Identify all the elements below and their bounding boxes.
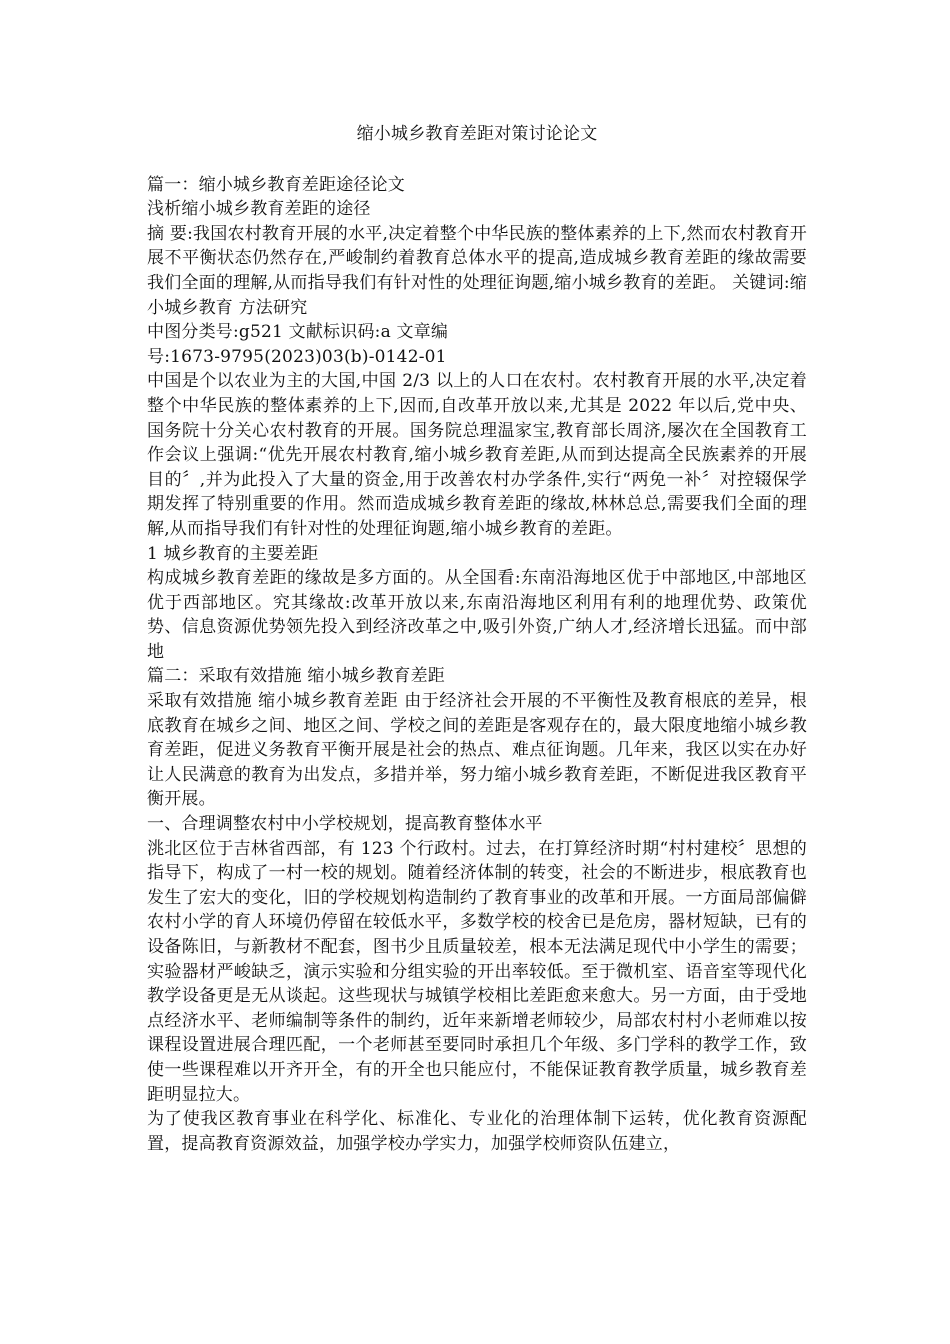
abstract-paragraph: 摘 要:我国农村教育开展的水平,决定着整个中华民族的整体素养的上下,然而农村教育开展不平衡状态仍然存在,严峻制约着教育总体水平的提高,造成城乡教育差距的缘故需要我们全面的理解,从而指导我们有针对性的处理征询题,缩小城乡教育的差距。 关键词:缩小城乡教育 方法研究 xyxy=(147,223,807,318)
document-page xyxy=(147,122,807,1156)
reform-paragraph: 为了使我区教育事业在科学化、标准化、专业化的治理体制下运转，优化教育资源配置，提高教育资源效益，加强学校办学实力，加强学校师资队伍建立， xyxy=(147,1109,807,1154)
regional-gap-paragraph: 构成城乡教育差距的缘故是多方面的。从全国看:东南沿海地区优于中部地区,中部地区优于西部地区。究其缘故:改革开放以来,东南沿海地区利用有利的地理优势、政策优势、信息资源优势领先投入到经济改革之中,吸引外资,广纳人才,经济增长迅猛。而中部地 xyxy=(147,568,807,662)
classification-line: 中图分类号:g521 文献标识码:a 文章编 xyxy=(147,322,449,343)
taobei-paragraph: 洮北区位于吉林省西部，有 123 个行政村。过去，在打算经济时期“村村建校〞思想的指导下，构成了一村一校的规划。随着经济体制的转变，社会的不断进步，根底教育也发生了宏大的变化，旧的学校规划构造制约了教育事业的改革和开展。一方面局部偏僻农村小学的育人环境仍停留在较低水平，多数学校的校舍已是危房，器材短缺，已有的设备陈旧，与新教材不配套，图书少且质量较差，根本无法满足现代中小学生的需要；实验器材严峻缺乏，演示实验和分组实验的开出率较低。至于微机室、语音室等现代化教学设备更是无从谈起。这些现状与城镇学校相比差距愈来愈大。另一方面，由于受地点经济水平、老师编制等条件的制约，近年来新增老师较少，局部农村村小老师难以按课程设置进展合理匹配，一个老师甚至要同时承担几个年级、多门学科的教学工作，致使一些课程难以开齐开全，有的开全也只能应付，不能保证教育教学质量，城乡教育差距明显拉大。 xyxy=(147,838,807,1105)
section-heading-1: 篇一：缩小城乡教育差距途径论文 xyxy=(147,174,405,195)
document-title: 缩小城乡教育差距对策讨论论文 xyxy=(356,124,598,144)
article-number-line: 号:1673-9795(2023)03(b)-0142-01 xyxy=(147,346,447,367)
section-heading-2: 篇二：采取有效措施 缩小城乡教育差距 xyxy=(147,666,446,687)
section-heading-2-1: 一、合理调整农村中小学校规划，提高教育整体水平 xyxy=(147,814,543,835)
document-body xyxy=(147,173,807,1157)
measures-intro-paragraph: 采取有效措施 缩小城乡教育差距 由于经济社会开展的不平衡性及教育根底的差异，根底教育在城乡之间、地区之间、学校之间的差距是客观存在的，最大限度地缩小城乡教育差距，促进义务教育平衡开展是社会的热点、难点征询题。几年来，我区以实在办好让人民满意的教育为出发点，多措并举，努力缩小城乡教育差距，不断促进我区教育平衡开展。 xyxy=(147,691,807,810)
article-title: 浅析缩小城乡教育差距的途径 xyxy=(147,199,371,220)
section-heading-1-1: 1 城乡教育的主要差距 xyxy=(147,543,319,564)
intro-paragraph: 中国是个以农业为主的大国,中国 2/3 以上的人口在农村。农村教育开展的水平,决定着整个中华民族的整体素养的上下,因而,自改革开放以来,尤其是 2022 年以后,党中央、国务院十分关心农村教育的开展。国务院总理温家宝,教育部长周济,屡次在全国教育工作会议上强调:“优先开展农村教育,缩小城乡教育差距,从而到达提高全民族素养的开展目的〞,并为此投入了大量的资金,用于改善农村办学条件,实行“两免一补〞对控辍保学期发挥了特别重要的作用。然而造成城乡教育差距的缘故,林林总总,需要我们全面的理解,从而指导我们有针对性的处理征询题,缩小城乡教育的差距。 xyxy=(147,371,807,539)
